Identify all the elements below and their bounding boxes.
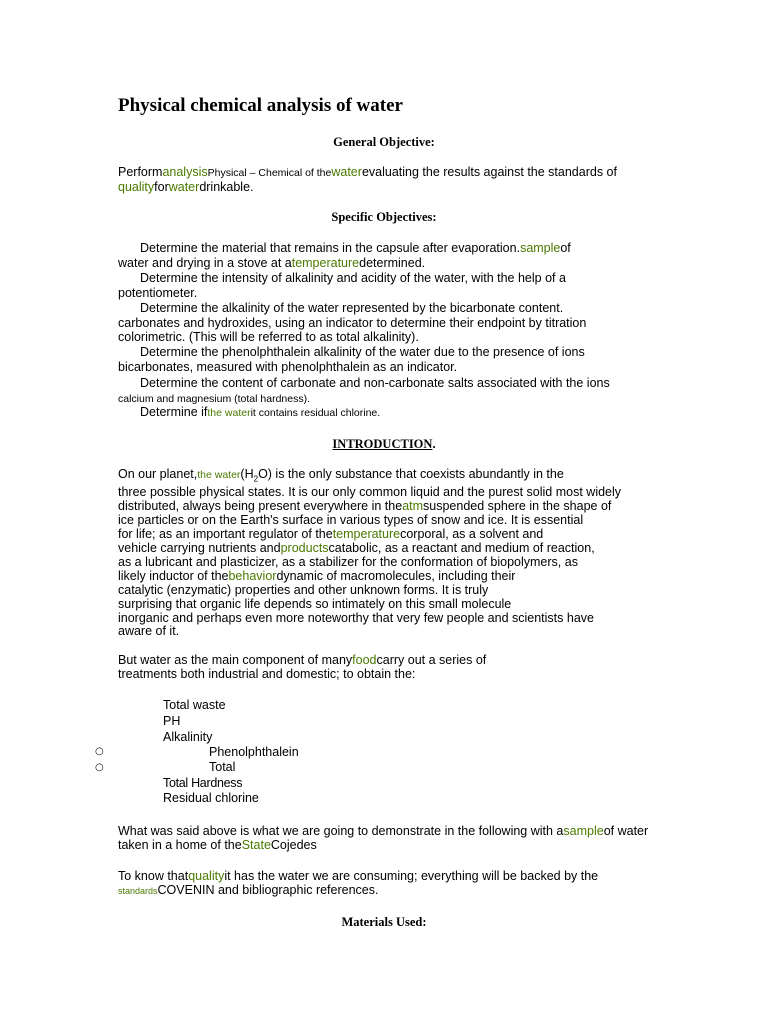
text: treatments both industrial and domestic; to obtain the: bbox=[118, 667, 416, 681]
text: it has the water we are consuming; everything will be backed by the bbox=[224, 869, 599, 883]
keyword-link[interactable]: water bbox=[331, 165, 362, 179]
text: . bbox=[432, 437, 436, 451]
text: for life; as an important regulator of the bbox=[118, 527, 333, 542]
text: Cojedes bbox=[270, 838, 317, 852]
text: water and drying in a stove at a bbox=[118, 255, 292, 270]
objective-item bbox=[118, 271, 638, 300]
objective-item bbox=[118, 405, 638, 421]
text: Determine if bbox=[140, 405, 208, 419]
text: carry out a series of bbox=[376, 653, 487, 667]
text: COVENIN and bibliographic references. bbox=[157, 883, 379, 897]
objective-item bbox=[118, 241, 638, 270]
text: corporal, as a solvent and bbox=[400, 527, 544, 542]
list-item: Total waste bbox=[163, 698, 226, 712]
text: calcium and magnesium (total hardness). bbox=[118, 392, 311, 405]
text: as a lubricant and plasticizer, as a stabilizer for the conformation of biopolymers, as bbox=[118, 554, 578, 569]
document-title: Physical chemical analysis of water bbox=[118, 95, 403, 116]
text: catabolic, as a reactant and medium of reaction, bbox=[328, 541, 595, 556]
introduction-paragraph-2 bbox=[118, 653, 638, 681]
keyword-link[interactable]: atm bbox=[402, 499, 424, 514]
text: likely inductor of the bbox=[118, 568, 229, 583]
text: To know that bbox=[118, 869, 189, 883]
text: Determine the intensity of alkalinity and acidity of the water, with the help of a bbox=[140, 271, 566, 285]
text: catalytic (enzymatic) properties and other unknown forms. It is truly bbox=[118, 582, 489, 597]
text: of water bbox=[603, 824, 649, 838]
list-item: Phenolphthalein bbox=[209, 745, 299, 759]
list-item: Total Hardness bbox=[163, 776, 243, 790]
text: On our planet, bbox=[118, 467, 198, 481]
text: Determine the alkalinity of the water represented by the bicarbonate content. bbox=[140, 301, 564, 315]
keyword-link[interactable]: the water bbox=[207, 407, 251, 419]
keyword-link[interactable]: quality bbox=[188, 869, 225, 883]
text: inorganic and perhaps even more noteworthy that very few people and scientists have bbox=[118, 610, 594, 625]
specific-objectives-heading: Specific Objectives: bbox=[331, 210, 437, 224]
closing-paragraph-1 bbox=[118, 824, 658, 852]
keyword-link[interactable]: State bbox=[241, 838, 271, 852]
text: But water as the main component of many bbox=[118, 653, 353, 667]
text: Determine the material that remains in the capsule after evaporation. bbox=[140, 241, 521, 255]
text: Perform bbox=[118, 165, 163, 179]
introduction-heading bbox=[0, 437, 768, 452]
text: What was said above is what we are going to demonstrate in the following with a bbox=[118, 824, 564, 838]
text: it contains residual chlorine. bbox=[250, 407, 381, 419]
closing-paragraph-2 bbox=[118, 869, 638, 898]
text: of bbox=[560, 241, 571, 255]
text: for bbox=[154, 180, 169, 194]
keyword-link[interactable]: analysis bbox=[162, 165, 208, 179]
circle-bullet-icon: ○ bbox=[95, 762, 104, 773]
text: determined. bbox=[359, 255, 426, 270]
objective-item bbox=[118, 301, 638, 345]
text: aware of it. bbox=[118, 624, 180, 639]
keyword-link[interactable]: quality bbox=[118, 180, 155, 194]
text: dynamic of macromolecules, including their bbox=[276, 568, 516, 583]
text: distributed, always being present everywhere in the bbox=[118, 499, 403, 514]
list-item: Total bbox=[209, 760, 236, 774]
list-item: Alkalinity bbox=[163, 730, 213, 744]
text: Physical – Chemical of the bbox=[207, 167, 332, 179]
text: INTRODUCTION bbox=[332, 437, 433, 451]
text: three possible physical states. It is our only common liquid and the purest solid most widely bbox=[118, 485, 622, 500]
keyword-link[interactable]: the water bbox=[197, 469, 241, 481]
text: surprising that organic life depends so intimately on this small molecule bbox=[118, 596, 512, 611]
text: suspended sphere in the shape of bbox=[423, 499, 612, 514]
text: Determine the content of carbonate and non-carbonate salts associated with the ions bbox=[140, 376, 610, 390]
text: carbonates and hydroxides, using an indicator to determine their endpoint by titration bbox=[118, 315, 587, 330]
introduction-paragraph bbox=[118, 468, 638, 639]
list-item: PH bbox=[163, 714, 181, 728]
keyword-link[interactable]: products bbox=[280, 541, 329, 556]
text: 2 bbox=[253, 474, 259, 484]
text: colorimetric. (This will be referred to as total alkalinity). bbox=[118, 330, 419, 344]
text: evaluating the results against the standards of bbox=[361, 165, 617, 179]
general-objective-heading: General Objective: bbox=[333, 135, 435, 149]
keyword-link[interactable]: food bbox=[352, 653, 377, 667]
text: potentiometer. bbox=[118, 285, 198, 300]
keyword-link[interactable]: temperature bbox=[291, 255, 360, 270]
keyword-link[interactable]: standards bbox=[118, 886, 158, 896]
circle-bullet-icon: ○ bbox=[95, 746, 104, 757]
keyword-link[interactable]: temperature bbox=[332, 527, 401, 542]
text: drinkable. bbox=[199, 180, 254, 194]
text: (H bbox=[240, 467, 254, 481]
general-objective-text bbox=[118, 165, 638, 194]
keyword-link[interactable]: sample bbox=[563, 824, 604, 838]
text: taken in a home of the bbox=[118, 838, 242, 852]
list-item: Residual chlorine bbox=[163, 791, 259, 805]
text: ice particles or on the Earth's surface in various types of snow and ice. It is essential bbox=[118, 513, 584, 528]
materials-heading: Materials Used: bbox=[341, 915, 427, 929]
objective-item bbox=[118, 345, 638, 374]
objective-item bbox=[118, 376, 638, 406]
text: bicarbonates, measured with phenolphthalein as an indicator. bbox=[118, 359, 458, 374]
text: vehicle carrying nutrients and bbox=[118, 541, 281, 556]
text: Determine the phenolphthalein alkalinity of the water due to the presence of ions bbox=[140, 345, 585, 359]
text: O) is the only substance that coexists abundantly in the bbox=[258, 467, 564, 481]
keyword-link[interactable]: sample bbox=[520, 241, 561, 255]
keyword-link[interactable]: water bbox=[168, 180, 200, 194]
keyword-link[interactable]: behavior bbox=[228, 568, 277, 583]
